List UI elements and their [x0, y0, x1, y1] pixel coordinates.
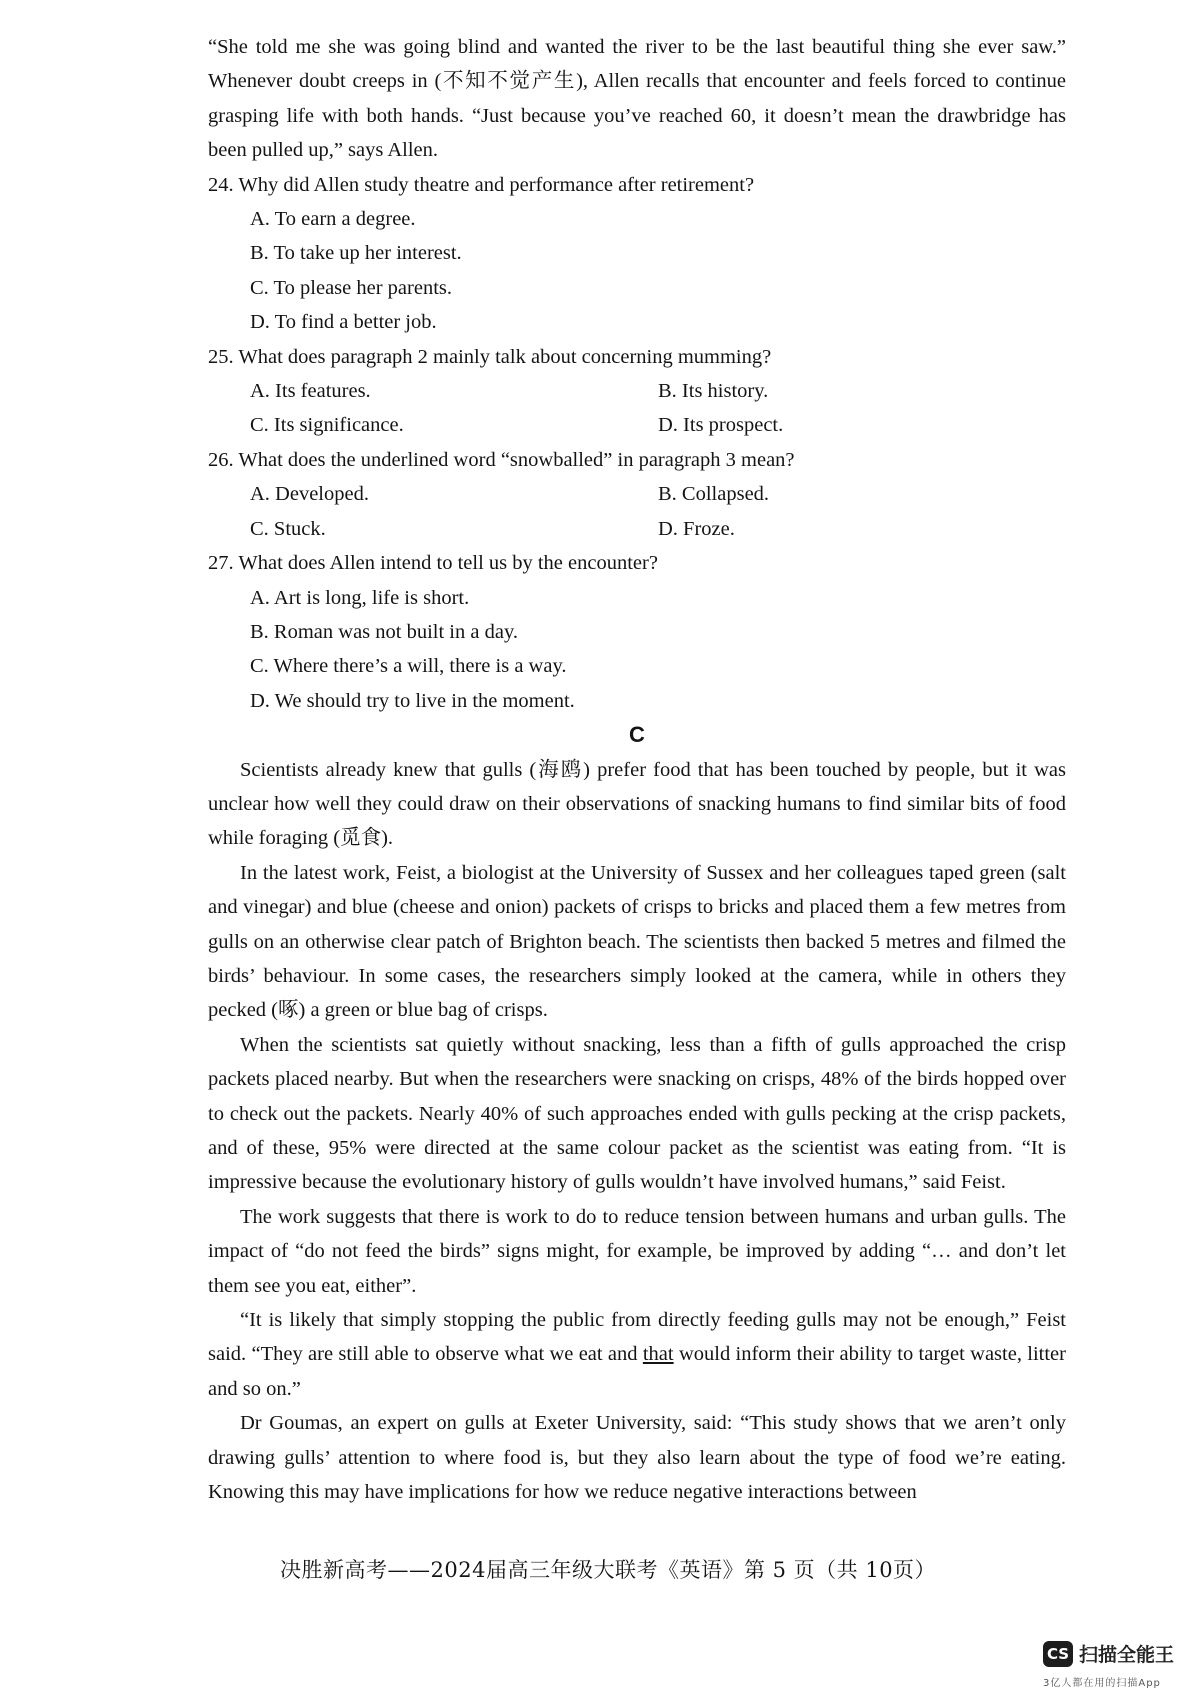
watermark-tagline: 3亿人都在用的扫描App	[1043, 1678, 1161, 1689]
page-footer: 决胜新高考——2024届高三年级大联考《英语》第 5 页（共 10页）	[280, 1558, 937, 1582]
passage-c-paragraph-4: The work suggests that there is work to do to reduce tension between humans and urban gulls. The impact of “do not feed the birds” signs might, for example, be improved by adding “… and don’t let them see you eat, either”.	[208, 1205, 1066, 1297]
passage-c-paragraph-2: In the latest work, Feist, a biologist at the University of Sussex and her colleagues taped green (salt and vinegar) and blue (cheese and onion) packets of crisps to bricks and placed them a few metres from gulls on an otherwise clear patch of Brighton beach. The scientists then backed 5 metres and filmed the birds’ behaviour. In some cases, the researchers simply looked at the camera, while in others they pecked (啄) a green or blue bag of crisps.	[208, 861, 1066, 1022]
option-c: C. Its significance.	[250, 414, 404, 437]
question-stem: 27. What does Allen intend to tell us by the encounter?	[208, 552, 658, 575]
option-b: B. To take up her interest.	[250, 242, 462, 265]
question-stem: 25. What does paragraph 2 mainly talk about concerning mumming?	[208, 345, 772, 368]
options-row	[250, 408, 1066, 442]
option-c: C. Stuck.	[250, 517, 326, 540]
option-a: A. Art is long, life is short.	[250, 586, 470, 609]
passage-b-closing-paragraph: “She told me she was going blind and wanted the river to be the last beautiful thing she ever saw.” Whenever doubt creeps in (不知不觉产生), Allen recalls that encounter and feels forced to continue grasping life with both hands. “Just because you’ve reached 60, it doesn’t mean the drawbridge has been pulled up,” says Allen.	[208, 36, 1066, 162]
camscanner-logo-icon: CS	[1043, 1641, 1073, 1667]
options-row	[250, 512, 1066, 546]
option-c: C. Where there’s a will, there is a way.	[250, 655, 567, 678]
question-24	[208, 168, 1066, 340]
exam-page	[208, 30, 1066, 1509]
options-row	[250, 477, 1066, 511]
option-a: A. To earn a degree.	[250, 208, 416, 231]
option-b: B. Its history.	[658, 380, 769, 403]
option-a: A. Developed.	[250, 483, 369, 506]
passage-c-paragraph-6: Dr Goumas, an expert on gulls at Exeter University, said: “This study shows that we aren’t only drawing gulls’ attention to where food is, but they also learn about the type of food we’re eating. Knowing this may have implications for how we reduce negative interactions between	[208, 1412, 1066, 1504]
question-stem: 24. Why did Allen study theatre and performance after retirement?	[208, 173, 755, 196]
option-d: D. To find a better job.	[250, 311, 437, 334]
options-row	[250, 374, 1066, 408]
option-d: D. We should try to live in the moment.	[250, 689, 575, 712]
option-a: A. Its features.	[250, 380, 371, 403]
question-26	[208, 443, 1066, 546]
passage-c-paragraph-3: When the scientists sat quietly without snacking, less than a fifth of gulls approached the crisp packets placed nearby. But when the researchers were snacking on crisps, 48% of the birds hopped over to check out the packets. Nearly 40% of such approaches ended with gulls pecking at the crisp packets, and of these, 95% were directed at the same colour packet as the scientist was eating from. “It is impressive because the evolutionary history of gulls wouldn’t have involved humans,” said Feist.	[208, 1033, 1066, 1194]
paragraph-text: would inform their ability to target waste, litter and so on.”	[208, 1343, 1066, 1400]
watermark-name: 扫描全能王	[1079, 1644, 1175, 1666]
section-heading-c: C	[629, 722, 645, 748]
passage-c-paragraph-1: Scientists already knew that gulls (海鸥) prefer food that has been touched by people, but it was unclear how well they could draw on their observations of snacking humans to find similar bits of food while foraging (觅食).	[208, 758, 1066, 850]
option-c: C. To please her parents.	[250, 276, 452, 299]
question-27	[208, 546, 1066, 718]
question-25	[208, 340, 1066, 443]
option-b: B. Roman was not built in a day.	[250, 620, 518, 643]
scanner-watermark	[1043, 1640, 1174, 1667]
option-d: D. Its prospect.	[658, 414, 784, 437]
underlined-word: that	[642, 1343, 674, 1366]
passage-c-paragraph-5	[208, 1303, 1066, 1406]
question-stem: 26. What does the underlined word “snowballed” in paragraph 3 mean?	[208, 448, 795, 471]
option-b: B. Collapsed.	[658, 483, 770, 506]
paragraph-text: “It is likely that simply stopping the public from directly feeding gulls may not be enough,” Feist said. “They are still able to observe what we eat and	[208, 1309, 1066, 1366]
option-d: D. Froze.	[658, 517, 735, 540]
